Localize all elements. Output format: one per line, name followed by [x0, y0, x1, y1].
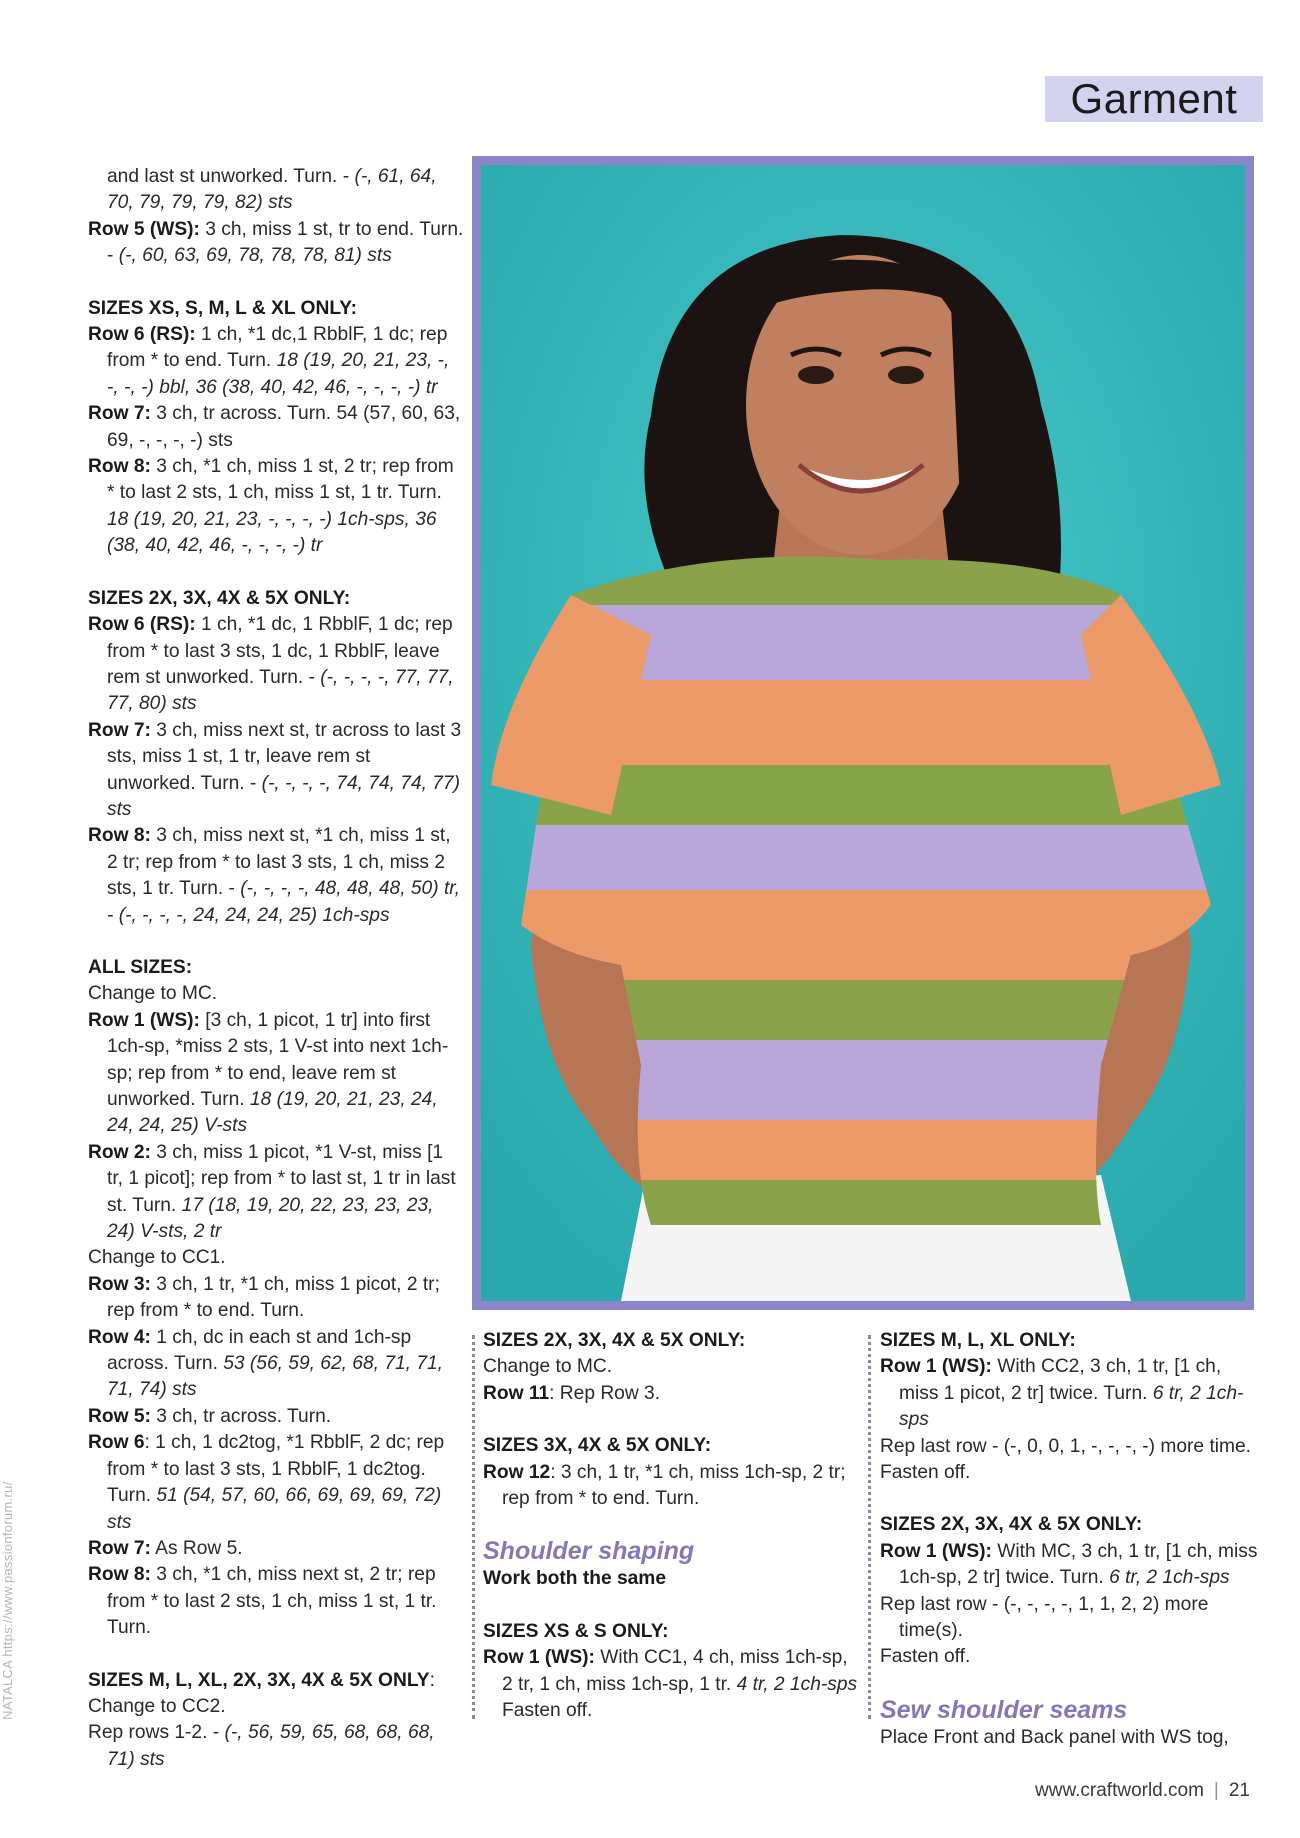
- fasten-off-instruction: Fasten off.: [880, 1646, 971, 1668]
- sizes-heading-2x-5x: SIZES 2X, 3X, 4X & 5X ONLY:: [88, 587, 351, 609]
- row-1: Row 1 (WS): [3 ch, 1 picot, 1 tr] into first 1ch-sp, *miss 2 sts, 1 V-st into next 1ch-sp; rep from * to end, leave rem st unworked. Turn. 18 (19, 20, 21, 23, 24, 24, 24, 25) V-sts: [88, 1009, 449, 1137]
- change-colour-instruction: Change to CC2.: [88, 1695, 226, 1717]
- row-6: Row 6 (RS): 1 ch, *1 dc,1 RbblF, 1 dc; rep from * to end. Turn. 18 (19, 20, 21, 23, -, -, -, -) bbl, 36 (38, 40, 42, 46, -, -, -, -) tr: [88, 324, 450, 398]
- pattern-column-1: [88, 164, 464, 1773]
- row-1: Row 1 (WS): With MC, 3 ch, 1 tr, [1 ch, miss 1ch-sp, 2 tr] twice. Turn. 6 tr, 2 1ch-sps: [880, 1540, 1258, 1589]
- change-colour-instruction: Change to MC.: [483, 1356, 613, 1378]
- footer-separator: |: [1213, 1780, 1219, 1801]
- sizes-heading-m-xl: SIZES M, L, XL ONLY:: [880, 1330, 1076, 1351]
- section-text: Place Front and Back panel with WS tog,: [880, 1726, 1229, 1748]
- row-5: Row 5: 3 ch, tr across. Turn.: [88, 1405, 332, 1427]
- repeat-instruction: Rep last row - (-, 0, 0, 1, -, -, -, -) more time.: [880, 1435, 1252, 1457]
- sizes-heading-2x-5x: SIZES 2X, 3X, 4X & 5X ONLY:: [483, 1330, 746, 1351]
- column-divider: [868, 1335, 871, 1719]
- sizes-heading-xs-xl: SIZES XS, S, M, L & XL ONLY:: [88, 297, 358, 319]
- repeat-instruction: Rep rows 1-2. - (-, 56, 59, 65, 68, 68, 68, 71) sts: [88, 1722, 435, 1770]
- section-heading-shoulder-shaping: Shoulder shaping: [483, 1537, 695, 1566]
- model-photo-frame: [472, 156, 1254, 1310]
- row-1: Row 1 (WS): With CC2, 3 ch, 1 tr, [1 ch, miss 1 picot, 2 tr] twice. Turn. 6 tr, 2 1ch-sps: [880, 1356, 1244, 1431]
- pattern-column-3: [880, 1328, 1260, 1751]
- row-7: Row 7: 3 ch, miss next st, tr across to last 3 sts, miss 1 st, 1 tr, leave rem st unworked. Turn. - (-, -, -, -, 74, 74, 74, 77) sts: [88, 719, 462, 820]
- fasten-off-instruction: Fasten off.: [502, 1700, 593, 1722]
- row-11: Row 11: Rep Row 3.: [483, 1382, 661, 1404]
- row-4: Row 4: 1 ch, dc in each st and 1ch-sp across. Turn. 53 (56, 59, 62, 68, 71, 71, 71, 74) sts: [88, 1326, 443, 1401]
- row-12: Row 12: 3 ch, 1 tr, *1 ch, miss 1ch-sp, 2 tr; rep from * to end. Turn.: [483, 1461, 846, 1510]
- fasten-off-instruction: Fasten off.: [880, 1462, 971, 1484]
- row-3: Row 3: 3 ch, 1 tr, *1 ch, miss 1 picot, 2 tr; rep from * to end. Turn.: [88, 1273, 440, 1322]
- section-subheading: Work both the same: [483, 1568, 667, 1590]
- repeat-instruction: Rep last row - (-, -, -, -, 1, 1, 2, 2) more time(s).: [880, 1593, 1209, 1642]
- sizes-heading-m-5x: SIZES M, L, XL, 2X, 3X, 4X & 5X ONLY:: [88, 1669, 435, 1691]
- column-divider: [472, 1335, 475, 1719]
- row-8: Row 8: 3 ch, miss next st, *1 ch, miss 1 st, 2 tr; rep from * to last 3 sts, 1 ch, miss 2 sts, 1 tr. Turn. - (-, -, -, -, 48, 48, 48, 50) tr, - (-, -, -, -, 24, 24, 24, 25) 1ch-sps: [88, 825, 460, 926]
- row-1: Row 1 (WS): With CC1, 4 ch, miss 1ch-sp, 2 tr, 1 ch, miss 1ch-sp, 1 tr. 4 tr, 2 1ch-sps: [483, 1647, 858, 1695]
- row-5: Row 5 (WS): 3 ch, miss 1 st, tr to end. Turn. - (-, 60, 63, 69, 78, 78, 78, 81) sts: [88, 218, 464, 267]
- pattern-column-2: [483, 1328, 859, 1724]
- row-6: Row 6: 1 ch, 1 dc2tog, *1 RbblF, 2 dc; rep from * to last 3 sts, 1 RbblF, 1 dc2tog. Turn. 51 (54, 57, 60, 66, 69, 69, 69, 72) sts: [88, 1432, 445, 1533]
- website-link[interactable]: www.craftworld.com: [1035, 1780, 1204, 1801]
- change-colour-instruction: Change to CC1.: [88, 1247, 226, 1269]
- row-2: Row 2: 3 ch, miss 1 picot, *1 V-st, miss [1 tr, 1 picot]; rep from * to last st, 1 tr in last st. Turn. 17 (18, 19, 20, 22, 23, 23, 23, 24) V-sts, 2 tr: [88, 1141, 456, 1243]
- page-footer: [1035, 1780, 1250, 1802]
- change-colour-instruction: Change to MC.: [88, 983, 218, 1005]
- row-7: Row 7: As Row 5.: [88, 1537, 243, 1559]
- sizes-heading-all: ALL SIZES:: [88, 956, 193, 978]
- row-8: Row 8: 3 ch, *1 ch, miss 1 st, 2 tr; rep from * to last 2 sts, 1 ch, miss 1 st, 1 tr. Turn. 18 (19, 20, 21, 23, -, -, -, -) 1ch-sps, 36 (38, 40, 42, 46, -, -, -, -) tr: [88, 456, 454, 557]
- page-number: 21: [1228, 1780, 1250, 1801]
- row-7: Row 7: 3 ch, tr across. Turn. 54 (57, 60, 63, 69, -, -, -, -) sts: [88, 403, 461, 451]
- sizes-heading-2x-5x: SIZES 2X, 3X, 4X & 5X ONLY:: [880, 1514, 1143, 1536]
- row-6: Row 6 (RS): 1 ch, *1 dc, 1 RbblF, 1 dc; rep from * to last 3 sts, 1 dc, 1 RbblF, leave rem st unworked. Turn. - (-, -, -, -, 77, 77, 77, 80) sts: [88, 614, 454, 715]
- section-heading-sew-shoulder-seams: Sew shoulder seams: [880, 1695, 1128, 1724]
- sizes-heading-3x-5x: SIZES 3X, 4X & 5X ONLY:: [483, 1435, 712, 1457]
- model-photo: [481, 165, 1245, 1301]
- sizes-heading-xs-s: SIZES XS & S ONLY:: [483, 1620, 669, 1642]
- side-credit: NATALCA https://www.passionforum.ru/: [0, 1481, 15, 1720]
- continued-text: and last st unworked. Turn. - (-, 61, 64, 70, 79, 79, 79, 82) sts: [107, 166, 437, 214]
- section-tag: Garment: [1045, 76, 1263, 122]
- row-8: Row 8: 3 ch, *1 ch, miss next st, 2 tr; rep from * to last 2 sts, 1 ch, miss 1 st, 1 tr. Turn.: [88, 1564, 437, 1639]
